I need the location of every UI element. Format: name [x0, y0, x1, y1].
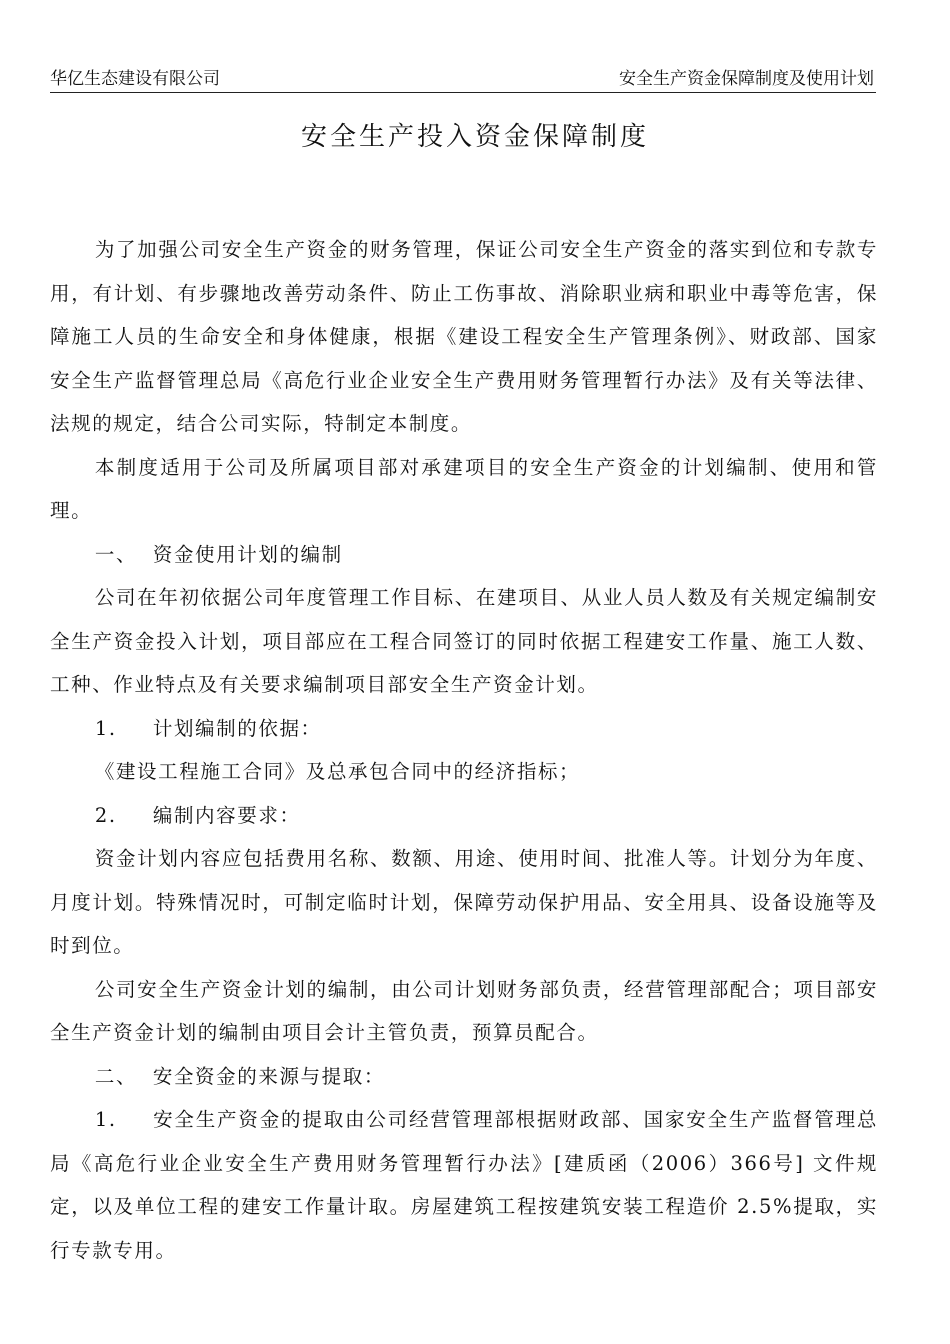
document-body	[50, 228, 878, 1272]
header-document-name: 安全生产资金保障制度及使用计划	[619, 69, 874, 89]
section-1-heading	[50, 533, 878, 577]
section-1-item-1-text: 《建设工程施工合同》及总承包合同中的经济指标；	[94, 760, 581, 783]
section-1-item-1-number: 1.	[94, 716, 117, 740]
section-2-number: 二、	[94, 1064, 138, 1088]
section-1-item-2	[50, 794, 878, 838]
section-1-intro: 公司在年初依据公司年度管理工作目标、在建项目、从业人员人数及有关规定编制安全生产资金投入计划，项目部应在工程合同签订的同时依据工程建安工作量、施工人数、工种、作业特点及有关要求编制项目部安全生产资金计划。	[50, 586, 878, 696]
section-1-item-1-label: 计划编制的依据：	[152, 716, 322, 740]
document-title: 安全生产投入资金保障制度	[300, 122, 649, 152]
section-1-item-2-label: 编制内容要求：	[152, 803, 301, 827]
paragraph-purpose: 为了加强公司安全生产资金的财务管理，保证公司安全生产资金的落实到位和专款专用，有计划、有步骤地改善劳动条件、防止工伤事故、消除职业病和职业中毒等危害，保障施工人员的生命安全和身体健康，根据《建设工程安全生产管理条例》、财政部、国家安全生产监督管理总局《高危行业企业安全生产费用财务管理暂行办法》及有关等法律、法规的规定，结合公司实际，特制定本制度。	[50, 238, 878, 435]
section-2-item-1-text: 安全生产资金的提取由公司经营管理部根据财政部、国家安全生产监督管理总局《高危行业企业安全生产费用财务管理暂行办法》[建质函（2006）366号] 文件规定，以及单位工程的建安工作量计取。房屋建筑工程按建筑安装工程造价 2.5%提取，实行专款专用。	[50, 1108, 878, 1262]
section-1-responsibility: 公司安全生产资金计划的编制，由公司计划财务部负责，经营管理部配合；项目部安全生产资金计划的编制由项目会计主管负责，预算员配合。	[50, 977, 878, 1044]
section-1-item-1	[50, 707, 878, 751]
section-2-title: 安全资金的来源与提取：	[152, 1064, 385, 1088]
section-1-number: 一、	[94, 542, 138, 566]
section-1-title: 资金使用计划的编制	[152, 542, 343, 566]
header-company-name: 华亿生态建设有限公司	[50, 69, 220, 89]
section-2-item-1-number: 1.	[94, 1108, 117, 1131]
page-header	[50, 66, 876, 93]
paragraph-scope: 本制度适用于公司及所属项目部对承建项目的安全生产资金的计划编制、使用和管理。	[50, 455, 878, 522]
section-2-heading	[50, 1055, 878, 1099]
section-2-item-1	[50, 1098, 878, 1272]
section-1-item-2-number: 2.	[94, 803, 117, 827]
section-1-item-2-text: 资金计划内容应包括费用名称、数额、用途、使用时间、批准人等。计划分为年度、月度计划。特殊情况时，可制定临时计划，保障劳动保护用品、安全用具、设备设施等及时到位。	[50, 847, 878, 957]
